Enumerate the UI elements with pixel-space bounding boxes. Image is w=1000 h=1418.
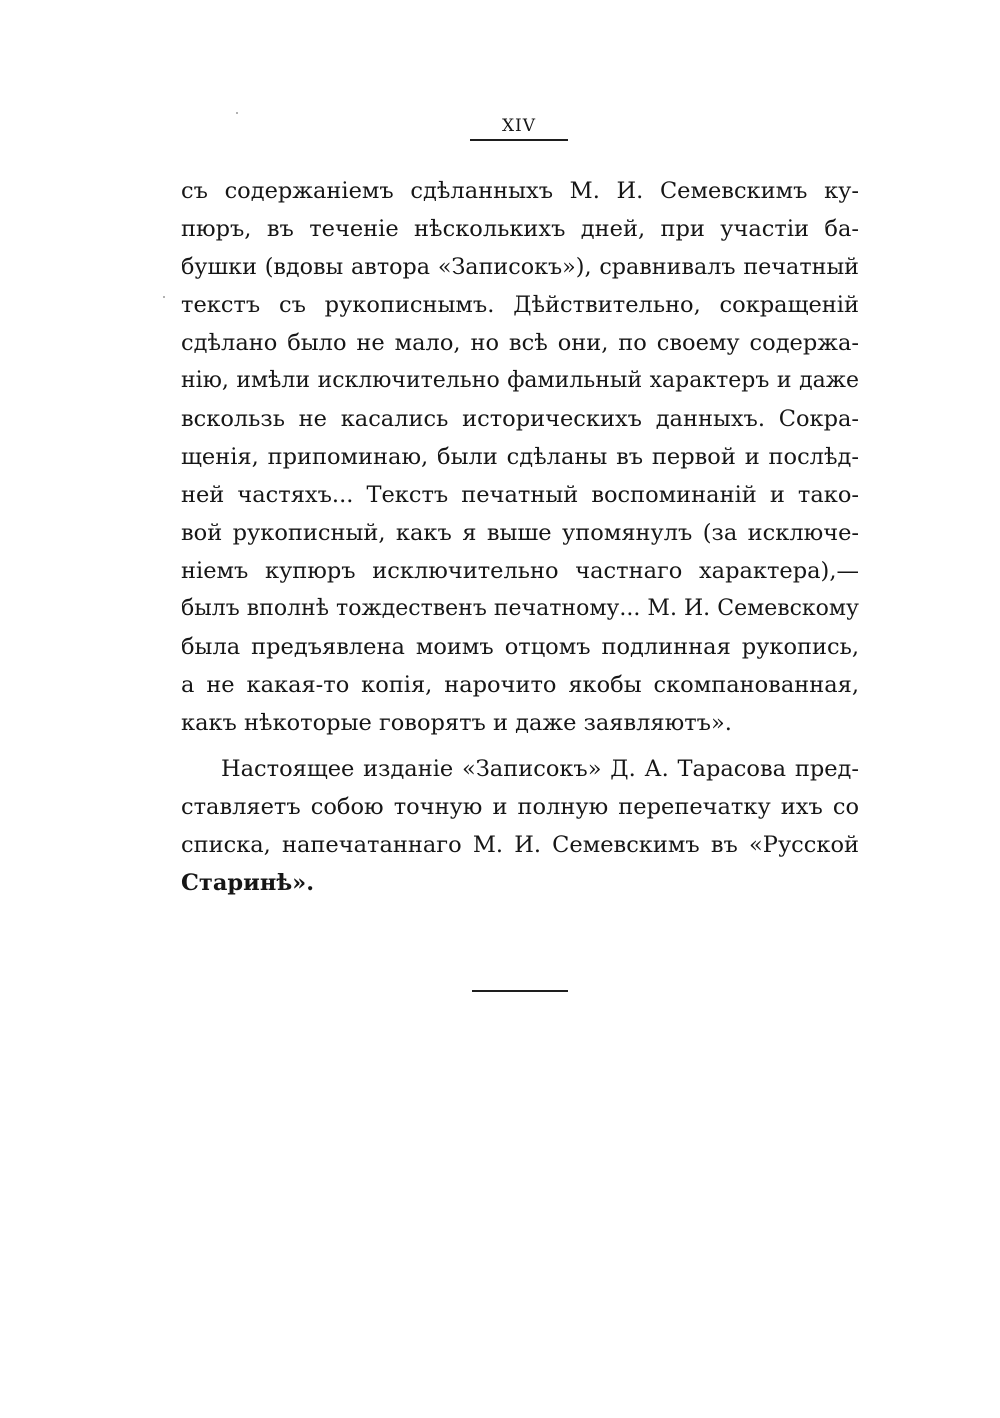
text-line: а не какая-то копія, нарочито якобы скомпанованная, — [181, 672, 859, 698]
text-line: щенія, припоминаю, были сдѣланы въ первой и послѣд- — [181, 444, 859, 470]
text-line: нію, имѣли исключительно фамильный характеръ и даже — [181, 368, 859, 393]
text-line: списка, напечатаннаго М. И. Семевскимъ въ «Русской — [181, 832, 859, 858]
paragraph-gap — [181, 742, 859, 750]
text-line: сдѣлано было не мало, но всѣ они, по своему содержа- — [181, 330, 859, 356]
page-number-underline — [470, 139, 568, 141]
text-line: Настоящее изданіе «Записокъ» Д. А. Тарасова пред- — [221, 756, 859, 782]
scan-speck — [236, 112, 238, 114]
text-line: пюръ, въ теченіе нѣсколькихъ дней, при участіи ба- — [181, 216, 859, 242]
text-line: какъ нѣкоторые говорятъ и даже заявляютъ». — [181, 710, 732, 736]
text-line: ставляетъ собою точную и полную перепечатку ихъ со — [181, 794, 859, 820]
text-line: была предъявлена моимъ отцомъ подлинная рукопись, — [181, 634, 859, 660]
body-text — [181, 172, 859, 902]
paragraph-2 — [181, 750, 859, 902]
text-line: съ содержаніемъ сдѣланныхъ М. И. Семевскимъ ку- — [181, 178, 859, 204]
text-line: вой рукописный, какъ я выше упомянулъ (за исключе- — [181, 520, 859, 546]
paragraph-1 — [181, 172, 859, 742]
text-line: бушки (вдовы автора «Записокъ»), сравнивалъ печатный — [181, 254, 859, 280]
text-line: былъ вполнѣ тождественъ печатному... М. И. Семевскому — [181, 596, 859, 621]
text-line: ней частяхъ... Текстъ печатный воспоминаній и тако- — [181, 482, 859, 508]
text-line: текстъ съ рукописнымъ. Дѣйствительно, сокращеній — [181, 292, 859, 318]
text-line: Старинѣ». — [181, 870, 315, 896]
scan-speck — [163, 296, 165, 298]
text-line: ніемъ купюръ исключительно частнаго характера),— — [181, 558, 859, 584]
page-number: XIV — [501, 116, 537, 136]
text-line: вскользь не касались историческихъ данныхъ. Сокра- — [181, 406, 859, 432]
section-end-rule — [472, 990, 568, 992]
